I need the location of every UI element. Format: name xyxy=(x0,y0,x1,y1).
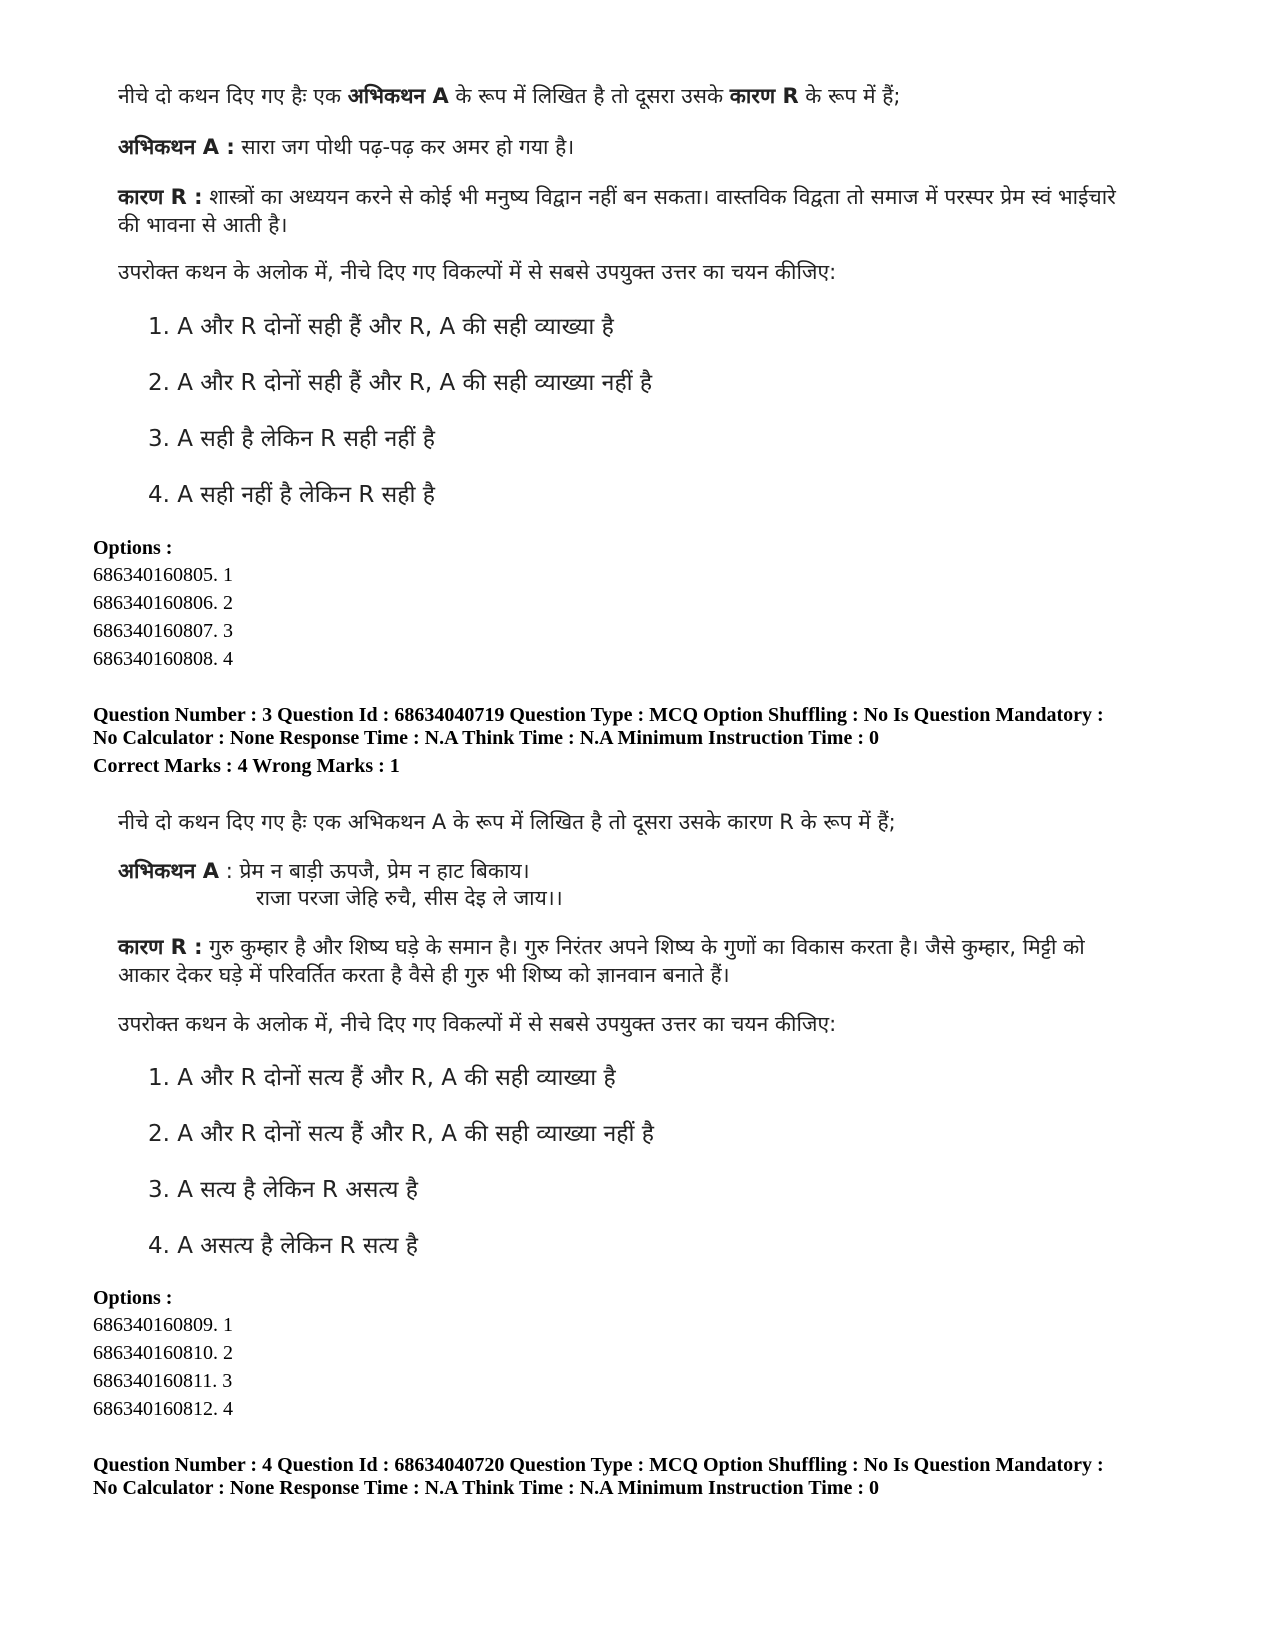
q3-choice-4: 4. A असत्य है लेकिन R सत्य है xyxy=(148,1233,418,1259)
q2-option-3: 686340160807. 3 xyxy=(93,620,233,642)
q3-assertion-cont xyxy=(118,884,1178,912)
q2-option-1: 686340160805. 1 xyxy=(93,564,233,586)
q3-marks: Correct Marks : 4 Wrong Marks : 1 xyxy=(93,755,400,777)
q2-choice-1: 1. A और R दोनों सही हैं और R, A की सही व्याख्या है xyxy=(148,314,614,340)
q2-assertion xyxy=(118,133,1178,161)
q4-meta-line-2: No Calculator : None Response Time : N.A Think Time : N.A Minimum Instruction Time : 0 xyxy=(93,1477,879,1499)
q3-option-1: 686340160809. 1 xyxy=(93,1314,233,1336)
q2-choice-4: 4. A सही नहीं है लेकिन R सही है xyxy=(148,482,435,508)
q4-meta-line-1: Question Number : 4 Question Id : 68634040720 Question Type : MCQ Option Shuffling : No Is Question Mandatory : xyxy=(93,1454,1104,1476)
q2-assertion-label: अभिकथन A : xyxy=(118,135,235,159)
q3-option-3: 686340160811. 3 xyxy=(93,1370,233,1392)
q3-instruction: उपरोक्त कथन के अलोक में, नीचे दिए गए विकल्पों में से सबसे उपयुक्त उत्तर का चयन कीजिए: xyxy=(118,1012,837,1036)
q3-meta-line-1: Question Number : 3 Question Id : 68634040719 Question Type : MCQ Option Shuffling : No Is Question Mandatory : xyxy=(93,704,1104,726)
q3-assertion-line-1: : प्रेम न बाड़ी ऊपजै, प्रेम न हाट बिकाय। xyxy=(225,859,530,883)
q2-intro: नीचे दो कथन दिए गए हैः एक अभिकथन A के रूप में लिखित है तो दूसरा उसके कारण R के रूप में हैं; xyxy=(118,84,901,108)
q2-assertion-text: सारा जग पोथी पढ़-पढ़ कर अमर हो गया है। xyxy=(241,135,575,159)
q2-instruction: उपरोक्त कथन के अलोक में, नीचे दिए गए विकल्पों में से सबसे उपयुक्त उत्तर का चयन कीजिए: xyxy=(118,260,837,284)
q3-reason-label: कारण R : xyxy=(118,935,203,959)
q3-option-4: 686340160812. 4 xyxy=(93,1398,233,1420)
q2-choice-3: 3. A सही है लेकिन R सही नहीं है xyxy=(148,426,435,452)
q2-reason-label: कारण R : xyxy=(118,185,203,209)
q3-choice-3: 3. A सत्य है लेकिन R असत्य है xyxy=(148,1177,418,1203)
q3-option-2: 686340160810. 2 xyxy=(93,1342,233,1364)
q2-reason-text: शास्त्रों का अध्ययन करने से कोई भी मनुष्य विद्वान नहीं बन सकता। वास्तविक विद्वता तो समाज में परस्पर प्रेम स्वं भाईचारे की भावना से आती है। xyxy=(118,185,1116,237)
q3-assertion-label: अभिकथन A xyxy=(118,859,220,883)
q3-options-label: Options : xyxy=(93,1287,173,1309)
q2-reason xyxy=(118,183,1138,239)
q3-intro: नीचे दो कथन दिए गए हैः एक अभिकथन A के रूप में लिखित है तो दूसरा उसके कारण R के रूप में हैं; xyxy=(118,810,896,834)
q3-meta-line-2: No Calculator : None Response Time : N.A Think Time : N.A Minimum Instruction Time : 0 xyxy=(93,727,879,749)
q2-choice-2: 2. A और R दोनों सही हैं और R, A की सही व्याख्या नहीं है xyxy=(148,370,653,396)
q2-options-label: Options : xyxy=(93,537,173,559)
q3-reason xyxy=(118,933,1118,989)
q2-option-2: 686340160806. 2 xyxy=(93,592,233,614)
q3-choice-1: 1. A और R दोनों सत्य हैं और R, A की सही व्याख्या है xyxy=(148,1065,616,1091)
q3-choice-2: 2. A और R दोनों सत्य हैं और R, A की सही व्याख्या नहीं है xyxy=(148,1121,654,1147)
q2-option-4: 686340160808. 4 xyxy=(93,648,233,670)
q3-reason-text: गुरु कुम्हार है और शिष्य घड़े के समान है। गुरु निरंतर अपने शिष्य के गुणों का विकास करता है। जैसे कुम्हार, मिट्टी को आकार देकर घड़े में परिवर्तित करता है वैसे ही गुरु भी शिष्य को ज्ञानवान बनाते हैं। xyxy=(118,935,1085,987)
q3-assertion xyxy=(118,857,1178,885)
q3-assertion-line-2: राजा परजा जेहि रुचै, सीस देइ ले जाय।। xyxy=(256,886,563,910)
